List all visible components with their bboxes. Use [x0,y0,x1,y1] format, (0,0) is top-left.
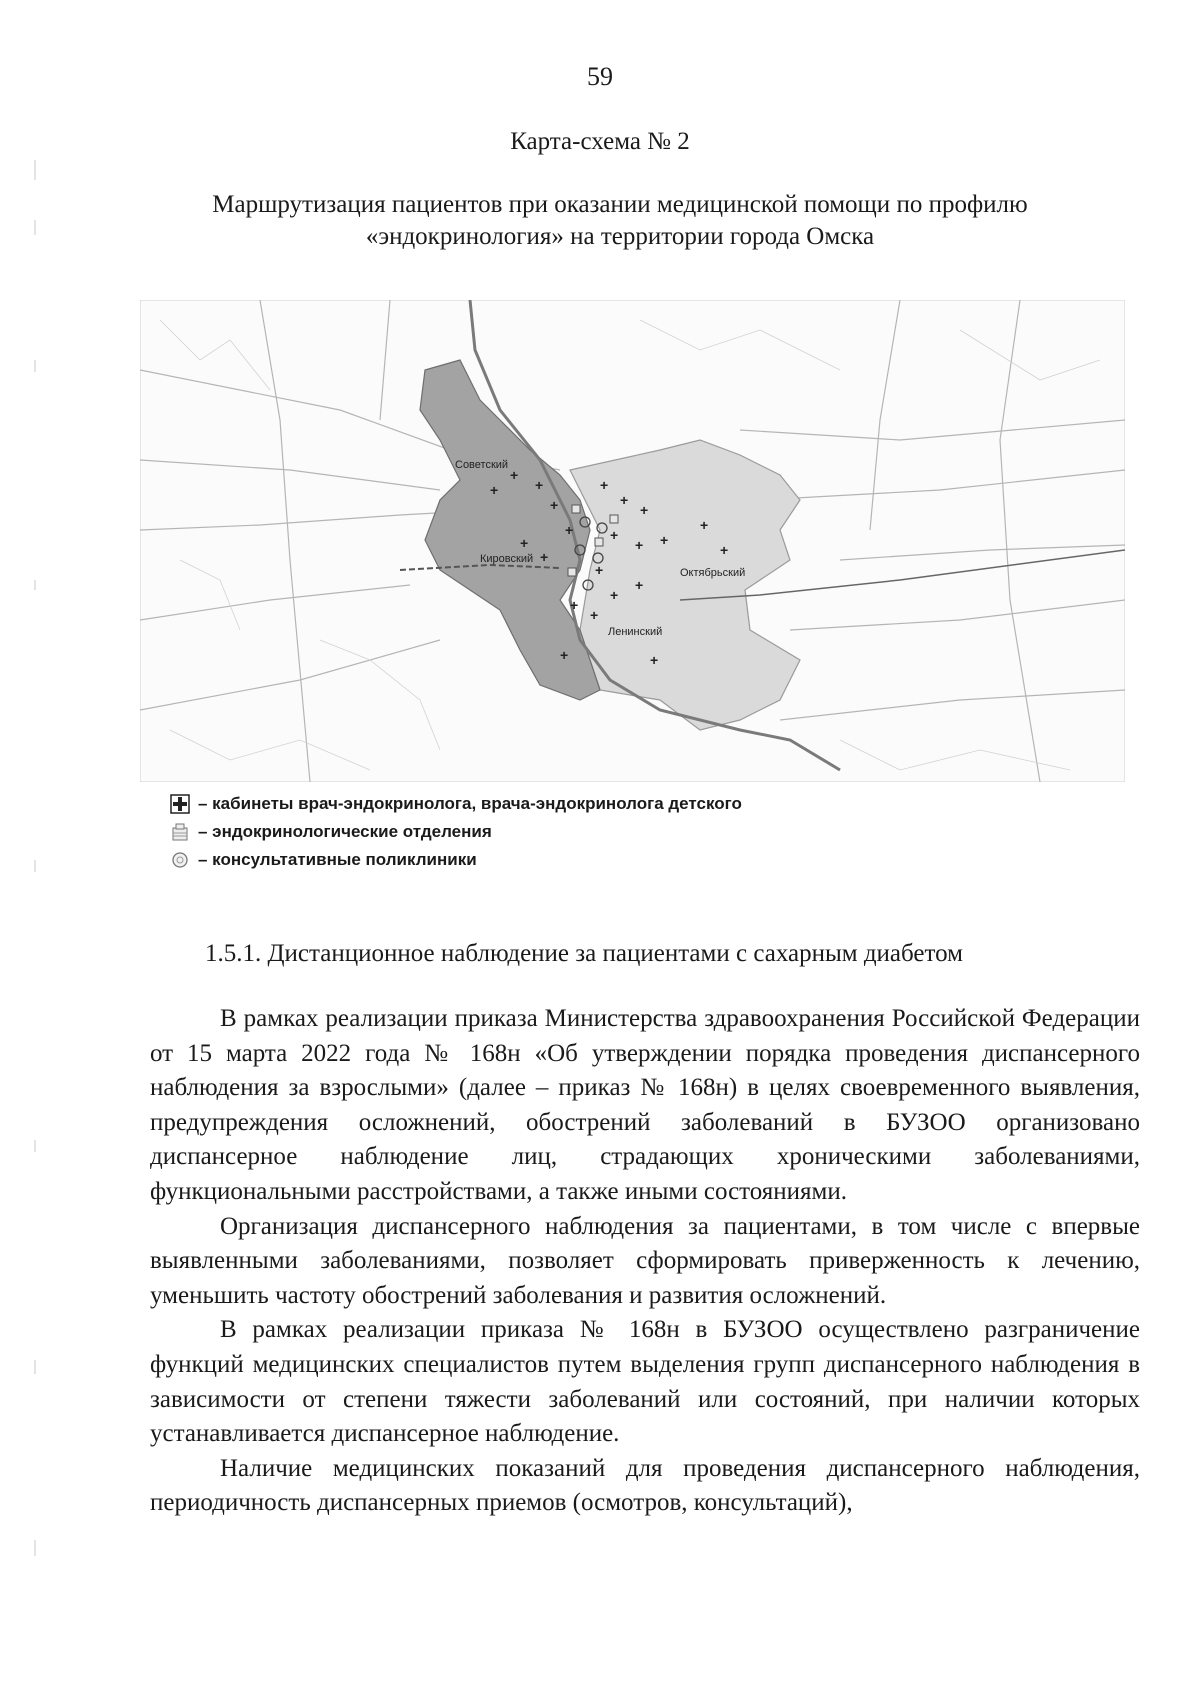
medical-cross-icon: + [635,537,644,553]
medical-cross-icon: + [510,467,519,483]
paragraph: Наличие медицинских показаний для проведения диспансерного наблюдения, периодичность диспансерных приемов (осмотров, консультаций), [150,1454,1140,1517]
building-icon [610,515,618,523]
legend-label: – эндокринологические отделения [198,822,492,841]
medical-cross-icon: + [610,527,619,543]
medical-cross-icon: + [600,477,609,493]
document-title [150,189,1090,253]
title-line-1: Маршрутизация пациентов при оказании медицинской помощи по профилю [212,191,1028,218]
city-map [140,300,1125,782]
medical-cross-icon: + [535,477,544,493]
building-icon [568,568,576,576]
medical-cross-icon: + [700,517,709,533]
medical-cross-icon: + [660,532,669,548]
title-line-2: «эндокринология» на территории города Омска [365,223,875,250]
section-heading: 1.5.1. Дистанционное наблюдение за пациентами с сахарным диабетом [205,940,963,967]
paragraph: В рамках реализации приказа Министерства здравоохранения Российской Федерации от 15 марта 2022 года № 168н «Об утверждении порядка проведения диспансерного наблюдения за взрослыми» (далее – приказ № 168н) в целях своевременного выявления, предупреждения осложнений, обострений заболеваний в БУЗОО организовано диспансерное наблюдение лиц, страдающих хроническими заболеваниями, функциональными расстройствами, а также иными состояниями. [150,1005,1140,1205]
medical-cross-icon: + [720,542,729,558]
medical-cross-icon: + [560,647,569,663]
paragraph: В рамках реализации приказа № 168н в БУЗОО осуществлено разграничение функций медицинских специалистов путем выделения групп диспансерного наблюдения в зависимости от степени тяжести заболеваний или состояний, при наличии которых устанавливается диспансерное наблюдение. [150,1316,1140,1448]
legend-label: – консультативные поликлиники [198,850,477,869]
medical-cross-icon: + [595,562,604,578]
building-icon [595,538,603,546]
paragraph: Организация диспансерного наблюдения за пациентами, в том числе с впервые выявленными заболеваниями, позволяет сформировать приверженность к лечению, уменьшить частоту обострений заболевания и развития осложнений. [150,1212,1140,1309]
district-label-oktyabrsky: Октябрьский [680,567,746,579]
medical-cross-icon: + [650,652,659,668]
medical-cross-icon: + [540,549,549,565]
medical-cross-icon: + [490,482,499,498]
map-legend [168,790,928,874]
district-label-sovetsky: Советский [455,459,509,471]
medical-cross-icon: + [520,535,529,551]
building-icon [572,505,580,513]
legend-item-clinics [168,846,928,874]
medical-cross-icon: + [610,587,619,603]
legend-label: – кабинеты врач-эндокринолога, врача-эндокринолога детского [198,794,742,813]
medical-cross-icon: + [565,522,574,538]
medical-cross-icon: + [550,497,559,513]
district-label-kirovsky: Кировский [480,553,534,565]
district-label-leninsky: Ленинский [608,626,663,638]
legend-item-departments [168,818,928,846]
medical-cross-icon: + [570,597,579,613]
scheme-title: Карта-схема № 2 [510,128,690,155]
medical-cross-icon: + [590,607,599,623]
medical-cross-icon: + [635,577,644,593]
medical-cross-icon [168,793,192,815]
legend-item-cabinets [168,790,928,818]
medical-cross-icon: + [640,502,649,518]
building-icon [168,821,192,843]
scan-margin-marks [32,160,38,1560]
body-text [150,1002,1140,1521]
page-number: 59 [587,62,613,91]
clinic-marker-icon [168,849,192,871]
medical-cross-icon: + [620,492,629,508]
